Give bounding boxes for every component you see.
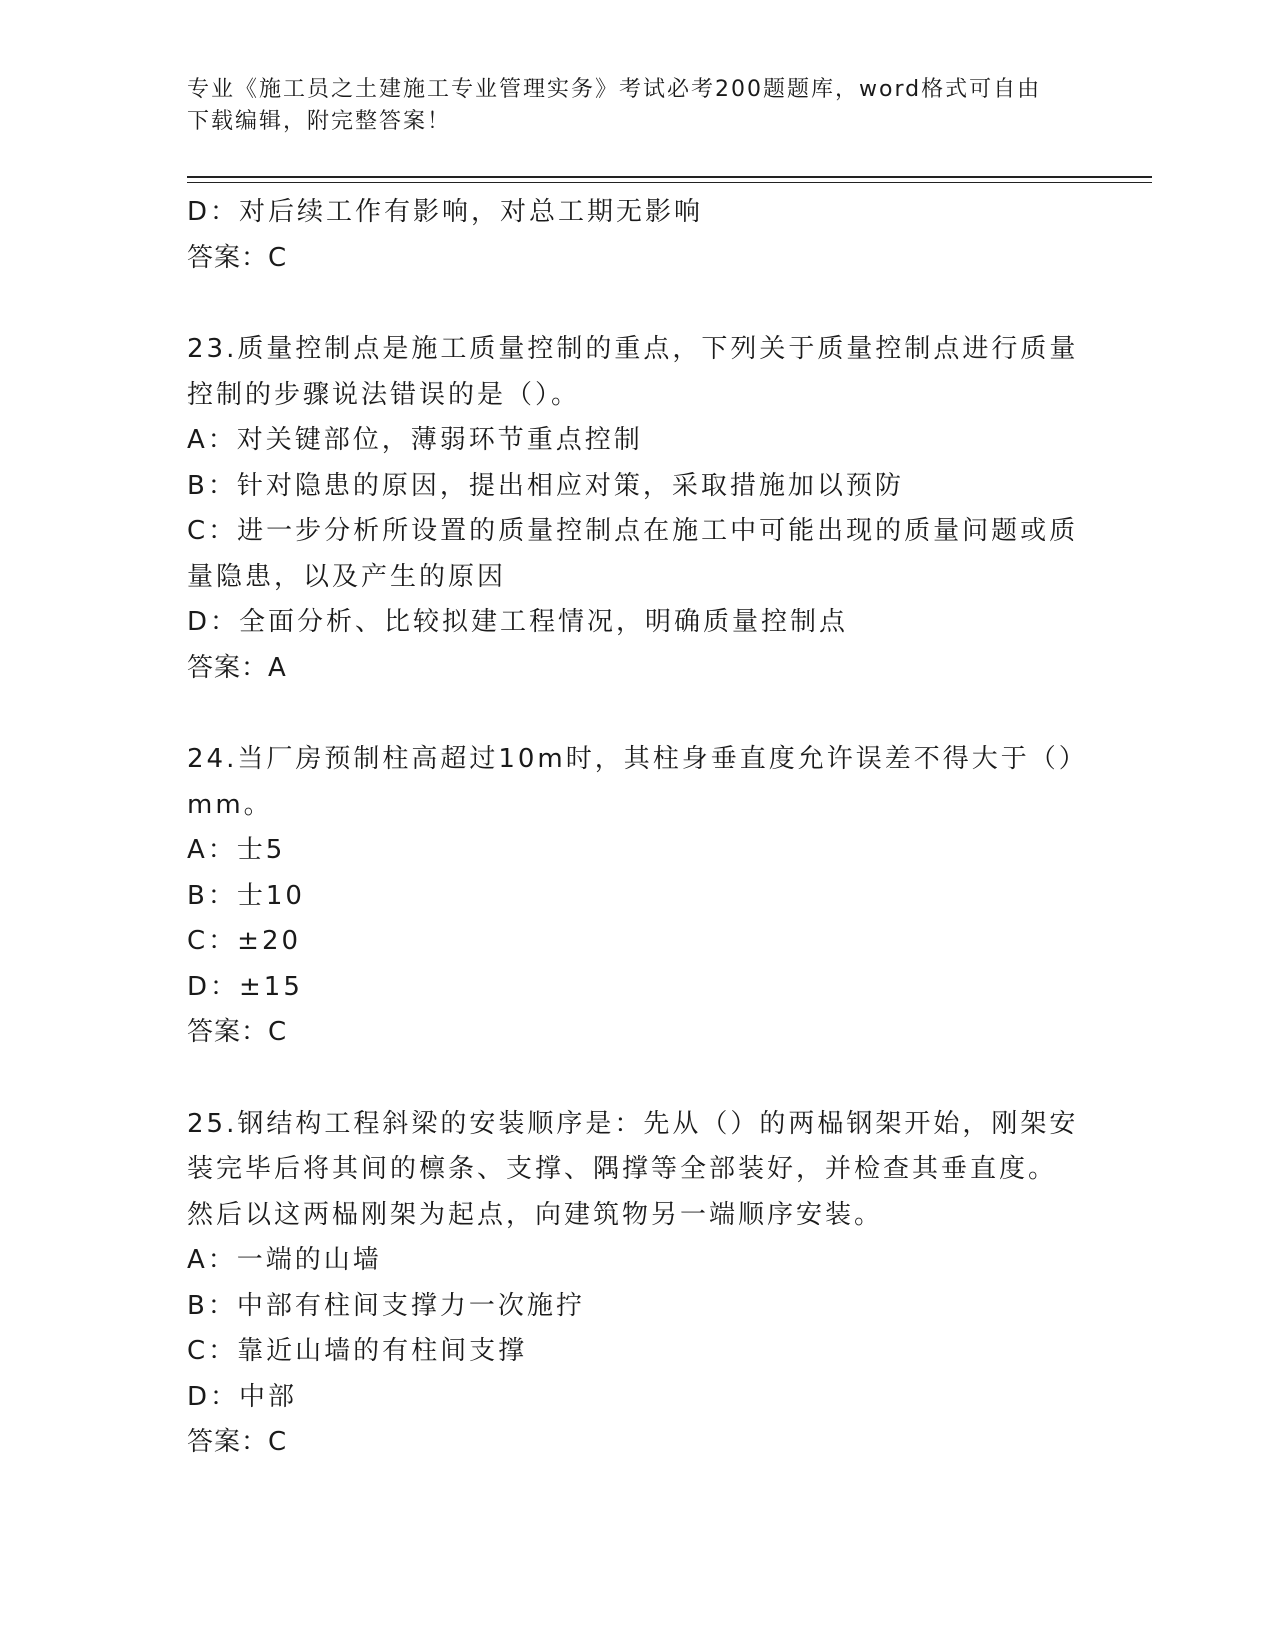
header-line-1: 专业《施工员之土建施工专业管理实务》考试必考200题题库，word格式可自由 <box>187 77 1042 102</box>
option-b: B：中部有柱间支撑力一次施拧 <box>187 1290 585 1321</box>
question-stem: 然后以这两榀刚架为起点，向建筑物另一端顺序安装。 <box>187 1199 884 1230</box>
header-divider-thin <box>187 182 1152 183</box>
answer: 答案：C <box>187 1017 288 1047</box>
option-a: A：士5 <box>187 835 286 865</box>
question-22-tail <box>187 190 1077 281</box>
answer: 答案：C <box>187 242 288 273</box>
option-d: D：对后续工作有影响，对总工期无影响 <box>187 197 704 227</box>
spacer <box>187 691 1077 737</box>
option-c: 量隐患，以及产生的原因 <box>187 561 507 592</box>
question-24 <box>187 737 1088 1056</box>
header-line-2: 下载编辑，附完整答案！ <box>187 109 452 134</box>
question-stem: 24.当厂房预制柱高超过10m时，其柱身垂直度允许误差不得大于（） <box>187 744 1088 774</box>
answer: 答案：C <box>187 1427 288 1457</box>
answer: 答案：A <box>187 652 287 683</box>
question-stem: 23.质量控制点是施工质量控制的重点，下列关于质量控制点进行质量 <box>187 334 1079 364</box>
option-b: B：针对隐患的原因，提出相应对策，采取措施加以预防 <box>187 470 904 501</box>
question-list <box>187 190 1088 1466</box>
question-stem: 25.钢结构工程斜梁的安装顺序是：先从（）的两榀钢架开始，刚架安 <box>187 1108 1079 1139</box>
option-b: B：士10 <box>187 880 305 911</box>
option-d: D：中部 <box>187 1381 298 1412</box>
page-header <box>187 74 1077 138</box>
option-a: A：一端的山墙 <box>187 1245 382 1275</box>
option-c: C：靠近山墙的有柱间支撑 <box>187 1336 528 1366</box>
spacer <box>187 281 1077 327</box>
question-25 <box>187 1102 1077 1466</box>
option-c: C：±20 <box>187 926 302 956</box>
question-stem: mm。 <box>187 789 273 820</box>
spacer <box>187 1056 1077 1102</box>
question-23 <box>187 327 1077 691</box>
option-c: C：进一步分析所设置的质量控制点在施工中可能出现的质量问题或质 <box>187 516 1079 546</box>
question-stem: 装完毕后将其间的檩条、支撑、隅撑等全部装好，并检查其垂直度。 <box>187 1154 1058 1184</box>
option-a: A：对关键部位，薄弱环节重点控制 <box>187 425 643 455</box>
question-stem: 控制的步骤说法错误的是（）。 <box>187 379 581 410</box>
option-d: D：全面分析、比较拟建工程情况，明确质量控制点 <box>187 607 849 637</box>
header-divider-thick <box>187 176 1152 178</box>
option-d: D：±15 <box>187 971 303 1002</box>
